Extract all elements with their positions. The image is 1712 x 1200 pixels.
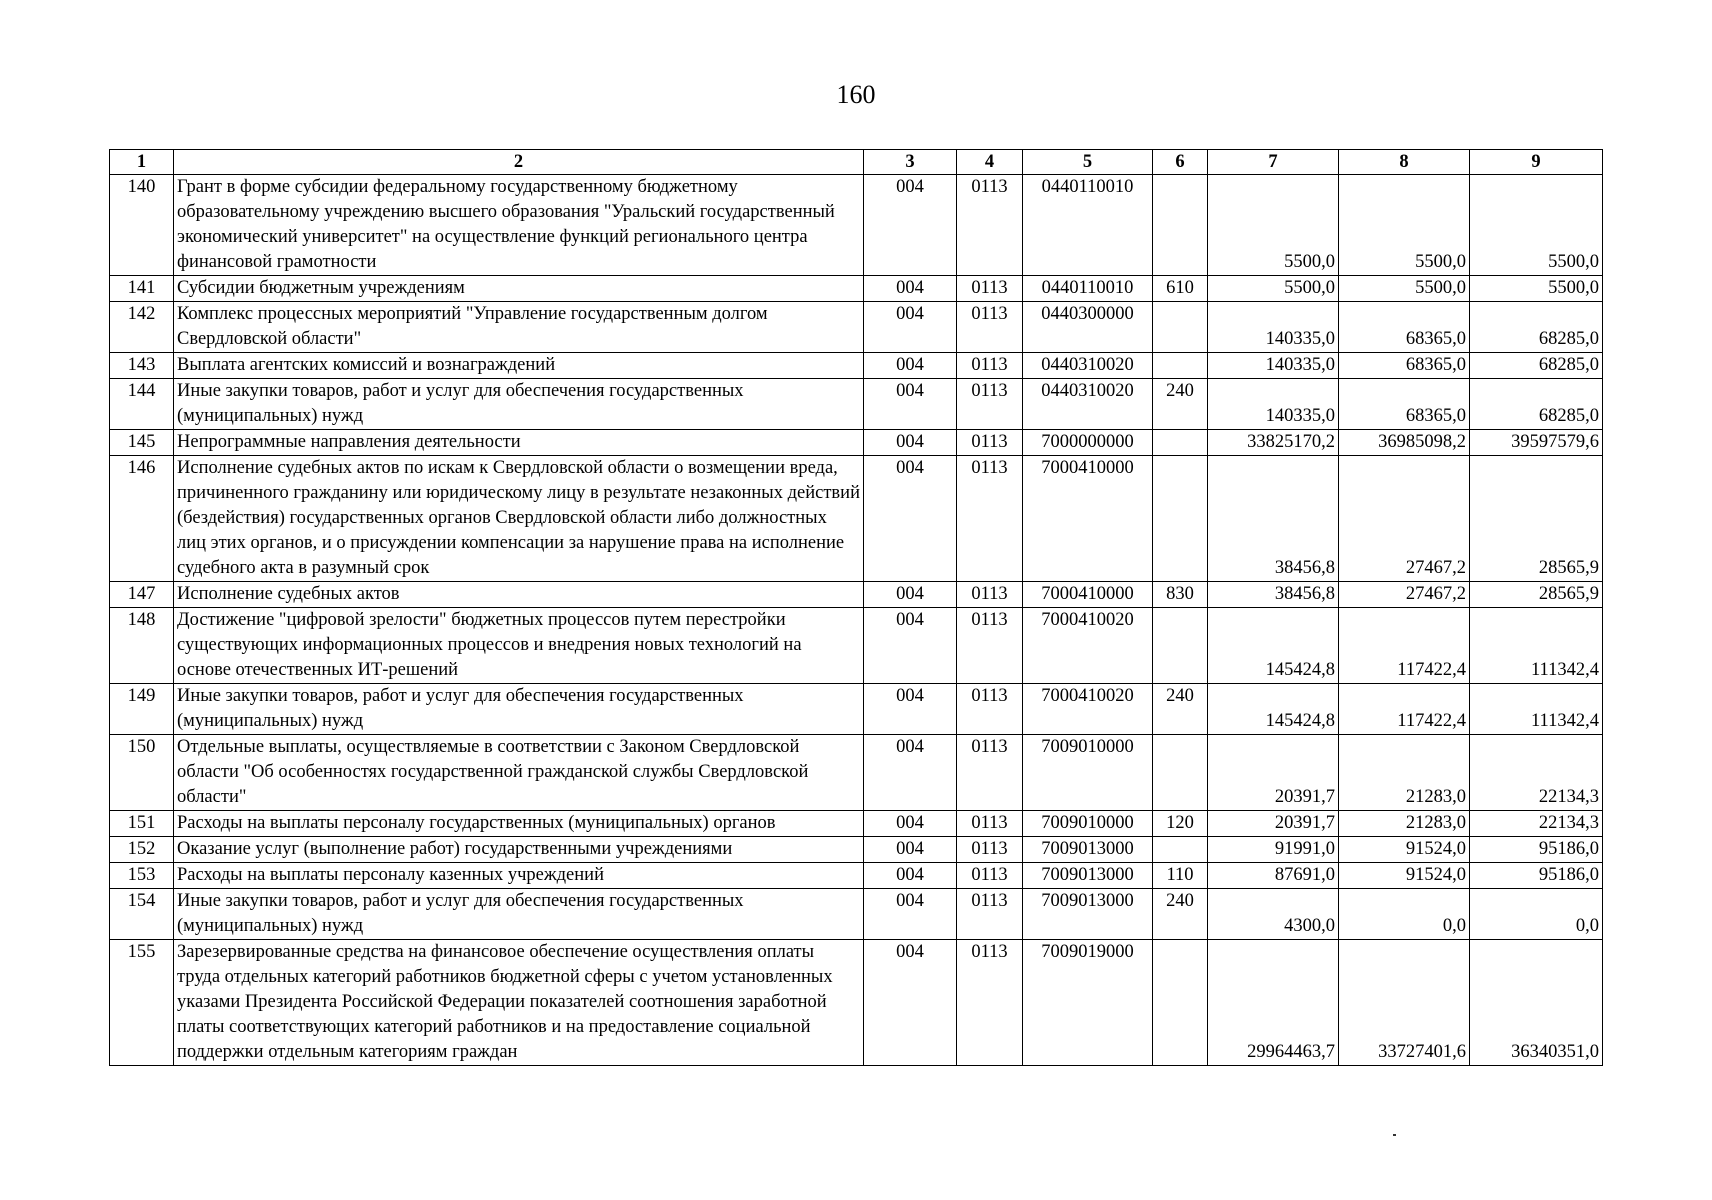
row-code-6 bbox=[1153, 735, 1208, 811]
row-name: Отдельные выплаты, осуществляемые в соответствии с Законом Свердловской области "Об особенностях государственной гражданской службы Свердловской области" bbox=[174, 735, 864, 811]
row-name: Зарезервированные средства на финансовое обеспечение осуществления оплаты труда отдельных категорий работников бюджетной сферы с учетом установленных указами Президента Российской Федерации показателей соотношения заработной платы соответствующих категорий работников и на предоставление социальной поддержки отдельным категориям граждан bbox=[174, 940, 864, 1066]
row-value-9: 68285,0 bbox=[1470, 379, 1603, 430]
row-code-4: 0113 bbox=[957, 175, 1023, 276]
row-name: Иные закупки товаров, работ и услуг для обеспечения государственных (муниципальных) нужд bbox=[174, 684, 864, 735]
row-value-8: 21283,0 bbox=[1339, 811, 1470, 837]
table-row bbox=[110, 940, 1603, 1066]
table-row bbox=[110, 353, 1603, 379]
row-code-5: 7000410020 bbox=[1023, 608, 1153, 684]
table-row bbox=[110, 889, 1603, 940]
row-code-3: 004 bbox=[864, 889, 957, 940]
row-value-7: 145424,8 bbox=[1208, 684, 1339, 735]
row-code-5: 7000410000 bbox=[1023, 582, 1153, 608]
row-number: 144 bbox=[110, 379, 174, 430]
row-number: 152 bbox=[110, 837, 174, 863]
row-code-5: 7009013000 bbox=[1023, 863, 1153, 889]
row-code-3: 004 bbox=[864, 175, 957, 276]
row-code-6: 240 bbox=[1153, 889, 1208, 940]
row-number: 150 bbox=[110, 735, 174, 811]
row-value-7: 145424,8 bbox=[1208, 608, 1339, 684]
table-row bbox=[110, 811, 1603, 837]
row-value-8: 68365,0 bbox=[1339, 302, 1470, 353]
row-value-7: 38456,8 bbox=[1208, 456, 1339, 582]
row-code-6: 610 bbox=[1153, 276, 1208, 302]
row-value-8: 5500,0 bbox=[1339, 175, 1470, 276]
row-name: Непрограммные направления деятельности bbox=[174, 430, 864, 456]
row-number: 151 bbox=[110, 811, 174, 837]
row-name: Исполнение судебных актов по искам к Свердловской области о возмещении вреда, причиненного гражданину или юридическому лицу в результате незаконных действий (бездействия) государственных органов Свердловской области либо должностных лиц этих органов, и о присуждении компенсации за нарушение права на исполнение судебного акта в разумный срок bbox=[174, 456, 864, 582]
row-code-5: 0440110010 bbox=[1023, 276, 1153, 302]
table-body bbox=[110, 175, 1603, 1066]
row-value-8: 33727401,6 bbox=[1339, 940, 1470, 1066]
row-code-4: 0113 bbox=[957, 940, 1023, 1066]
row-value-7: 5500,0 bbox=[1208, 276, 1339, 302]
header-row bbox=[110, 150, 1603, 175]
row-value-9: 68285,0 bbox=[1470, 302, 1603, 353]
page-number: 160 bbox=[836, 80, 876, 109]
row-value-9: 28565,9 bbox=[1470, 456, 1603, 582]
row-value-7: 29964463,7 bbox=[1208, 940, 1339, 1066]
col-header-3: 3 bbox=[864, 150, 957, 175]
row-value-7: 5500,0 bbox=[1208, 175, 1339, 276]
row-value-8: 36985098,2 bbox=[1339, 430, 1470, 456]
row-code-3: 004 bbox=[864, 379, 957, 430]
row-number: 149 bbox=[110, 684, 174, 735]
row-code-6: 120 bbox=[1153, 811, 1208, 837]
row-code-4: 0113 bbox=[957, 582, 1023, 608]
row-number: 146 bbox=[110, 456, 174, 582]
row-value-8: 27467,2 bbox=[1339, 582, 1470, 608]
row-number: 141 bbox=[110, 276, 174, 302]
row-code-5: 7000410000 bbox=[1023, 456, 1153, 582]
row-value-7: 20391,7 bbox=[1208, 811, 1339, 837]
row-number: 148 bbox=[110, 608, 174, 684]
row-code-5: 7009010000 bbox=[1023, 735, 1153, 811]
table-row bbox=[110, 175, 1603, 276]
row-value-7: 4300,0 bbox=[1208, 889, 1339, 940]
row-code-6 bbox=[1153, 837, 1208, 863]
table-row bbox=[110, 582, 1603, 608]
row-value-7: 33825170,2 bbox=[1208, 430, 1339, 456]
table-row bbox=[110, 302, 1603, 353]
row-code-3: 004 bbox=[864, 302, 957, 353]
row-value-7: 38456,8 bbox=[1208, 582, 1339, 608]
row-code-3: 004 bbox=[864, 276, 957, 302]
row-code-3: 004 bbox=[864, 608, 957, 684]
col-header-9: 9 bbox=[1470, 150, 1603, 175]
row-name: Исполнение судебных актов bbox=[174, 582, 864, 608]
row-value-8: 117422,4 bbox=[1339, 684, 1470, 735]
row-value-9: 5500,0 bbox=[1470, 276, 1603, 302]
row-name: Грант в форме субсидии федеральному государственному бюджетному образовательному учреждению высшего образования "Уральский государственный экономический университет" на осуществление функций регионального центра финансовой грамотности bbox=[174, 175, 864, 276]
row-value-7: 140335,0 bbox=[1208, 302, 1339, 353]
row-code-4: 0113 bbox=[957, 735, 1023, 811]
col-header-7: 7 bbox=[1208, 150, 1339, 175]
row-code-4: 0113 bbox=[957, 430, 1023, 456]
row-code-4: 0113 bbox=[957, 379, 1023, 430]
row-code-6 bbox=[1153, 456, 1208, 582]
row-value-8: 27467,2 bbox=[1339, 456, 1470, 582]
row-code-5: 7009019000 bbox=[1023, 940, 1153, 1066]
row-code-5: 7009013000 bbox=[1023, 889, 1153, 940]
row-code-4: 0113 bbox=[957, 302, 1023, 353]
table-row bbox=[110, 837, 1603, 863]
row-name: Иные закупки товаров, работ и услуг для обеспечения государственных (муниципальных) нужд bbox=[174, 379, 864, 430]
row-code-3: 004 bbox=[864, 430, 957, 456]
row-name: Оказание услуг (выполнение работ) государственными учреждениями bbox=[174, 837, 864, 863]
row-value-9: 5500,0 bbox=[1470, 175, 1603, 276]
row-code-5: 7000000000 bbox=[1023, 430, 1153, 456]
scan-speck bbox=[1393, 1134, 1396, 1136]
row-code-3: 004 bbox=[864, 811, 957, 837]
row-code-6: 110 bbox=[1153, 863, 1208, 889]
row-name: Комплекс процессных мероприятий "Управление государственным долгом Свердловской области" bbox=[174, 302, 864, 353]
row-value-8: 68365,0 bbox=[1339, 353, 1470, 379]
row-value-9: 95186,0 bbox=[1470, 837, 1603, 863]
row-value-8: 91524,0 bbox=[1339, 863, 1470, 889]
row-number: 155 bbox=[110, 940, 174, 1066]
row-code-5: 7009010000 bbox=[1023, 811, 1153, 837]
row-value-9: 68285,0 bbox=[1470, 353, 1603, 379]
row-code-3: 004 bbox=[864, 456, 957, 582]
row-code-6 bbox=[1153, 302, 1208, 353]
row-code-6: 240 bbox=[1153, 379, 1208, 430]
table-row bbox=[110, 456, 1603, 582]
row-code-4: 0113 bbox=[957, 608, 1023, 684]
row-code-5: 7000410020 bbox=[1023, 684, 1153, 735]
row-name: Расходы на выплаты персоналу государственных (муниципальных) органов bbox=[174, 811, 864, 837]
table-row bbox=[110, 684, 1603, 735]
row-value-9: 28565,9 bbox=[1470, 582, 1603, 608]
row-code-6 bbox=[1153, 430, 1208, 456]
row-value-8: 91524,0 bbox=[1339, 837, 1470, 863]
row-name: Выплата агентских комиссий и вознаграждений bbox=[174, 353, 864, 379]
row-code-5: 0440300000 bbox=[1023, 302, 1153, 353]
row-code-4: 0113 bbox=[957, 811, 1023, 837]
row-code-3: 004 bbox=[864, 735, 957, 811]
row-code-4: 0113 bbox=[957, 889, 1023, 940]
row-code-5: 0440310020 bbox=[1023, 353, 1153, 379]
row-value-9: 95186,0 bbox=[1470, 863, 1603, 889]
col-header-4: 4 bbox=[957, 150, 1023, 175]
table-row bbox=[110, 379, 1603, 430]
row-code-3: 004 bbox=[864, 582, 957, 608]
row-code-6: 830 bbox=[1153, 582, 1208, 608]
col-header-1: 1 bbox=[110, 150, 174, 175]
row-value-7: 140335,0 bbox=[1208, 379, 1339, 430]
row-value-9: 0,0 bbox=[1470, 889, 1603, 940]
table-row bbox=[110, 430, 1603, 456]
row-value-9: 111342,4 bbox=[1470, 684, 1603, 735]
row-code-3: 004 bbox=[864, 940, 957, 1066]
row-value-7: 20391,7 bbox=[1208, 735, 1339, 811]
row-code-5: 0440110010 bbox=[1023, 175, 1153, 276]
row-code-6 bbox=[1153, 175, 1208, 276]
row-value-7: 91991,0 bbox=[1208, 837, 1339, 863]
row-name: Субсидии бюджетным учреждениям bbox=[174, 276, 864, 302]
row-value-9: 36340351,0 bbox=[1470, 940, 1603, 1066]
budget-table bbox=[109, 149, 1603, 1066]
row-number: 154 bbox=[110, 889, 174, 940]
row-value-7: 87691,0 bbox=[1208, 863, 1339, 889]
row-value-8: 21283,0 bbox=[1339, 735, 1470, 811]
table-row bbox=[110, 608, 1603, 684]
row-number: 153 bbox=[110, 863, 174, 889]
row-number: 143 bbox=[110, 353, 174, 379]
row-code-6: 240 bbox=[1153, 684, 1208, 735]
row-code-3: 004 bbox=[864, 863, 957, 889]
table-row bbox=[110, 863, 1603, 889]
row-code-4: 0113 bbox=[957, 863, 1023, 889]
row-value-8: 68365,0 bbox=[1339, 379, 1470, 430]
col-header-6: 6 bbox=[1153, 150, 1208, 175]
table-row bbox=[110, 276, 1603, 302]
row-name: Достижение "цифровой зрелости" бюджетных процессов путем перестройки существующих информационных процессов и внедрения новых технологий на основе отечественных ИТ-решений bbox=[174, 608, 864, 684]
row-value-9: 22134,3 bbox=[1470, 735, 1603, 811]
row-code-4: 0113 bbox=[957, 276, 1023, 302]
row-code-3: 004 bbox=[864, 353, 957, 379]
row-value-9: 39597579,6 bbox=[1470, 430, 1603, 456]
row-value-8: 117422,4 bbox=[1339, 608, 1470, 684]
row-code-3: 004 bbox=[864, 684, 957, 735]
row-number: 147 bbox=[110, 582, 174, 608]
row-value-9: 22134,3 bbox=[1470, 811, 1603, 837]
row-code-4: 0113 bbox=[957, 837, 1023, 863]
col-header-5: 5 bbox=[1023, 150, 1153, 175]
row-code-6 bbox=[1153, 940, 1208, 1066]
row-name: Расходы на выплаты персоналу казенных учреждений bbox=[174, 863, 864, 889]
row-code-4: 0113 bbox=[957, 456, 1023, 582]
row-name: Иные закупки товаров, работ и услуг для обеспечения государственных (муниципальных) нужд bbox=[174, 889, 864, 940]
table-row bbox=[110, 735, 1603, 811]
col-header-2: 2 bbox=[174, 150, 864, 175]
row-value-8: 0,0 bbox=[1339, 889, 1470, 940]
row-code-5: 0440310020 bbox=[1023, 379, 1153, 430]
col-header-8: 8 bbox=[1339, 150, 1470, 175]
row-code-6 bbox=[1153, 608, 1208, 684]
row-code-6 bbox=[1153, 353, 1208, 379]
row-code-5: 7009013000 bbox=[1023, 837, 1153, 863]
row-value-9: 111342,4 bbox=[1470, 608, 1603, 684]
row-code-4: 0113 bbox=[957, 684, 1023, 735]
row-value-8: 5500,0 bbox=[1339, 276, 1470, 302]
row-number: 142 bbox=[110, 302, 174, 353]
row-number: 145 bbox=[110, 430, 174, 456]
row-code-3: 004 bbox=[864, 837, 957, 863]
row-value-7: 140335,0 bbox=[1208, 353, 1339, 379]
row-code-4: 0113 bbox=[957, 353, 1023, 379]
row-number: 140 bbox=[110, 175, 174, 276]
